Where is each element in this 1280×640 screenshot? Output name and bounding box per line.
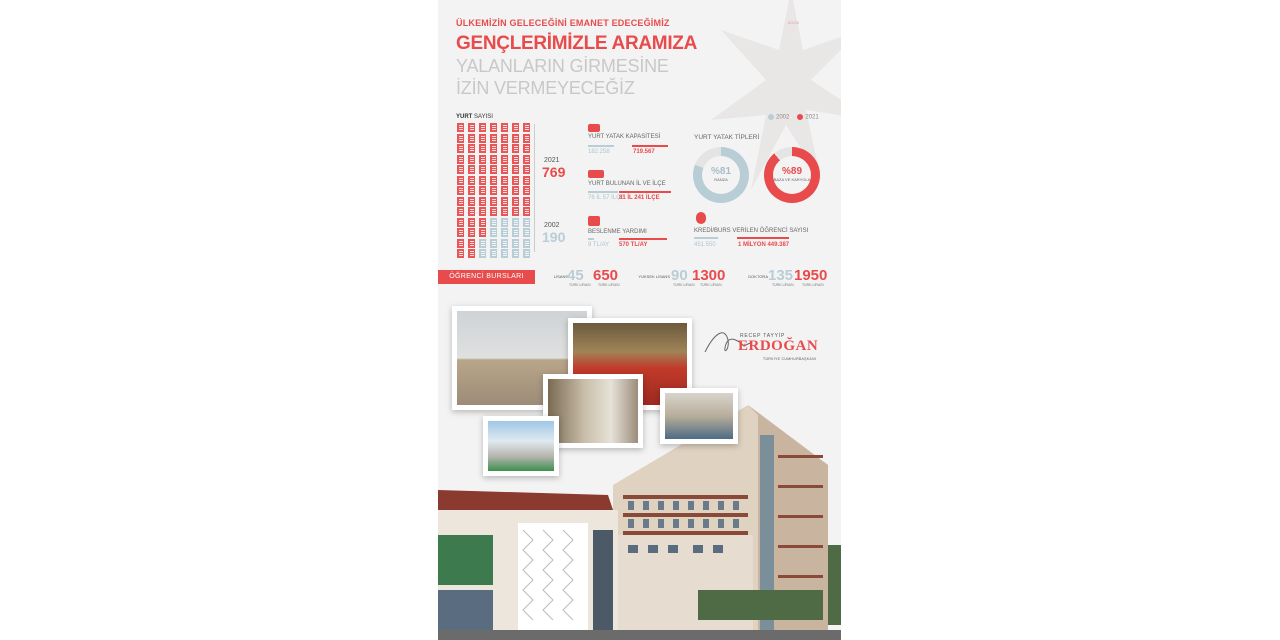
yurt-building-icon bbox=[467, 176, 476, 186]
yurt-building-icon bbox=[511, 165, 520, 175]
yurt-building-icon bbox=[489, 228, 498, 238]
yurt-building-icon bbox=[467, 144, 476, 154]
yurt-2002-label: 2002 bbox=[544, 222, 560, 229]
bed-types-title: YURT YATAK TİPLERİ bbox=[694, 134, 760, 141]
yurt-building-icon bbox=[456, 239, 465, 249]
yurt-building-icon bbox=[456, 197, 465, 207]
yurt-building-icon bbox=[478, 134, 487, 144]
yurt-building-icon bbox=[500, 144, 509, 154]
yurt-building-icon bbox=[511, 123, 520, 133]
yurt-building-icon bbox=[522, 207, 531, 217]
yurt-building-icon bbox=[500, 134, 509, 144]
yurt-building-icon bbox=[489, 123, 498, 133]
yurt-building-icon bbox=[478, 155, 487, 165]
yurt-building-icon bbox=[456, 123, 465, 133]
meal-title: BESLENME YARDIMI bbox=[588, 229, 647, 235]
yurt-building-icon bbox=[467, 228, 476, 238]
provinces-2002: 76 İL 57 İLÇE bbox=[588, 195, 625, 201]
yurt-building-icon bbox=[467, 249, 476, 259]
yurt-building-icon bbox=[522, 197, 531, 207]
yurt-building-icon bbox=[456, 207, 465, 217]
yurt-building-icon bbox=[489, 197, 498, 207]
provinces-bar-2002 bbox=[588, 191, 618, 193]
yurt-building-icon bbox=[522, 134, 531, 144]
yurt-building-icon bbox=[500, 123, 509, 133]
yurt-building-icon bbox=[478, 144, 487, 154]
yurt-building-icon bbox=[500, 165, 509, 175]
yurt-building-icon bbox=[500, 207, 509, 217]
yurt-building-icon bbox=[456, 186, 465, 196]
header-line-1: ÜLKEMİZİN GELECEĞİNİ EMANET EDECEĞİMİZ bbox=[456, 18, 670, 28]
yurt-building-icon bbox=[511, 144, 520, 154]
year-legend bbox=[768, 114, 819, 121]
bed-type-donut-2002: %81 RANZA bbox=[693, 147, 749, 203]
student-icon bbox=[696, 212, 706, 224]
yurt-building-icon bbox=[511, 228, 520, 238]
meal-2021: 570 TL/AY bbox=[619, 242, 648, 248]
signature-first-name: RECEP TAYYİP bbox=[740, 333, 786, 339]
header-line-2: GENÇLERİMİZLE ARAMIZA bbox=[456, 33, 698, 54]
yurt-building-icon bbox=[489, 134, 498, 144]
yurt-building-icon bbox=[489, 218, 498, 228]
yurt-building-icon bbox=[511, 207, 520, 217]
provinces-title: YURT BULUNAN İL VE İLÇE bbox=[588, 181, 666, 187]
scholarship-unit: TÜRK LİRASI bbox=[700, 283, 722, 287]
cutlery-icon bbox=[588, 216, 600, 226]
divider bbox=[534, 124, 535, 252]
yurt-count-title: YURT SAYISI bbox=[456, 114, 493, 120]
yurt-building-icon bbox=[522, 228, 531, 238]
yurt-building-icon bbox=[511, 176, 520, 186]
loans-2002: 451.550 bbox=[694, 242, 716, 248]
yurt-building-icon bbox=[522, 123, 531, 133]
yurt-building-icon bbox=[522, 218, 531, 228]
scholarship-unit: TÜRK LİRASI bbox=[802, 283, 824, 287]
scholarships-tag: ÖĞRENCİ BURSLARI bbox=[438, 270, 535, 284]
yurt-building-icon bbox=[467, 239, 476, 249]
yurt-building-icon bbox=[478, 176, 487, 186]
meal-bar-2002 bbox=[588, 238, 594, 240]
yurt-building-icon bbox=[500, 239, 509, 249]
capacity-title: YURT YATAK KAPASİTESİ bbox=[588, 134, 661, 140]
yurt-building-icon bbox=[489, 249, 498, 259]
yurt-building-icon bbox=[456, 134, 465, 144]
yurt-building-icon bbox=[478, 239, 487, 249]
yurt-building-icon bbox=[489, 239, 498, 249]
yurt-building-icon bbox=[489, 186, 498, 196]
yurt-building-icon bbox=[511, 239, 520, 249]
header-line-4: İZİN VERMEYECEĞİZ bbox=[456, 78, 635, 98]
yurt-building-icon bbox=[467, 123, 476, 133]
bed-type-donut-2021: %89 BAZA VE KARYOLA bbox=[764, 147, 820, 203]
yurt-building-icon bbox=[467, 186, 476, 196]
yurt-building-icon bbox=[522, 186, 531, 196]
yurt-building-icon bbox=[478, 207, 487, 217]
yurt-building-icon bbox=[478, 218, 487, 228]
yurt-building-icon bbox=[500, 186, 509, 196]
map-icon bbox=[588, 170, 604, 178]
yurt-building-icon bbox=[467, 155, 476, 165]
yurt-building-icon bbox=[511, 186, 520, 196]
yurt-building-icon bbox=[456, 155, 465, 165]
yurt-building-grid bbox=[456, 123, 532, 259]
yurt-building-icon bbox=[467, 134, 476, 144]
scholarship-lisans-2002: 45 bbox=[567, 267, 584, 284]
yurt-building-icon bbox=[456, 165, 465, 175]
yurt-building-icon bbox=[511, 155, 520, 165]
scholarship-level-yl: YÜKSEK LİSANS bbox=[638, 274, 670, 279]
meal-2002: 9 TL/AY bbox=[588, 242, 610, 248]
capacity-bar-2021 bbox=[632, 145, 668, 147]
yurt-building-icon bbox=[478, 123, 487, 133]
yurt-building-icon bbox=[511, 218, 520, 228]
yurt-building-icon bbox=[467, 218, 476, 228]
scholarship-unit: TÜRK LİRASI bbox=[569, 283, 591, 287]
signature-last-name: ERDOĞAN bbox=[738, 338, 819, 354]
yurt-building-icon bbox=[511, 134, 520, 144]
yurt-building-icon bbox=[522, 144, 531, 154]
yurt-building-icon bbox=[500, 249, 509, 259]
scholarship-unit: TÜRK LİRASI bbox=[598, 283, 620, 287]
yurt-building-icon bbox=[522, 249, 531, 259]
loans-bar-2002 bbox=[694, 237, 718, 239]
legend-2002: 2002 bbox=[768, 114, 789, 121]
loans-title: KREDİ/BURS VERİLEN ÖĞRENCİ SAYISI bbox=[694, 228, 809, 234]
yurt-building-icon bbox=[500, 218, 509, 228]
provinces-bar-2021 bbox=[619, 191, 671, 193]
yurt-building-icon bbox=[511, 249, 520, 259]
capacity-bar-2002 bbox=[588, 145, 614, 147]
scholarship-yl-2002: 90 bbox=[671, 267, 688, 284]
yurt-building-icon bbox=[522, 176, 531, 186]
scholarship-level-lisans: LİSANS bbox=[553, 274, 568, 279]
yurt-building-icon bbox=[489, 165, 498, 175]
yurt-building-icon bbox=[456, 144, 465, 154]
yurt-building-icon bbox=[478, 228, 487, 238]
photo-library bbox=[660, 388, 738, 444]
yurt-building-icon bbox=[467, 165, 476, 175]
scholarship-unit: TÜRK LİRASI bbox=[673, 283, 695, 287]
yurt-building-icon bbox=[456, 176, 465, 186]
yurt-building-icon bbox=[511, 197, 520, 207]
yurt-building-icon bbox=[478, 197, 487, 207]
scholarship-unit: TÜRK LİRASI bbox=[772, 283, 794, 287]
yurt-building-icon bbox=[478, 165, 487, 175]
capacity-2002: 182.258 bbox=[588, 149, 610, 155]
photo-dorm-exterior bbox=[483, 416, 559, 476]
yurt-building-icon bbox=[467, 207, 476, 217]
yurt-building-icon bbox=[500, 155, 509, 165]
scholarship-lisans-2021: 650 bbox=[593, 267, 619, 284]
yurt-2021-label: 2021 bbox=[544, 157, 560, 164]
capacity-2021: 719.567 bbox=[633, 149, 655, 155]
yurt-building-icon bbox=[489, 155, 498, 165]
scholarship-yl-2021: 1300 bbox=[692, 267, 726, 284]
yurt-building-icon bbox=[489, 207, 498, 217]
yurt-building-icon bbox=[522, 239, 531, 249]
yurt-building-icon bbox=[456, 249, 465, 259]
loans-2021: 1 MİLYON 449.387 bbox=[738, 242, 790, 248]
yurt-building-icon bbox=[522, 155, 531, 165]
meal-bar-2021 bbox=[619, 238, 667, 240]
bed-icon bbox=[588, 124, 600, 132]
yurt-building-icon bbox=[500, 176, 509, 186]
yurt-2021-value: 769 bbox=[542, 164, 566, 180]
provinces-2021: 81 İL 241 İLÇE bbox=[619, 195, 660, 201]
yurt-building-icon bbox=[478, 186, 487, 196]
infographic-poster bbox=[438, 0, 841, 640]
yurt-building-icon bbox=[489, 176, 498, 186]
header-line-3: YALANLARIN GİRMESİNE bbox=[456, 56, 669, 76]
yurt-building-icon bbox=[456, 218, 465, 228]
scholarship-doktora-2021: 1950 bbox=[794, 267, 828, 284]
loans-bar-2021 bbox=[737, 237, 789, 239]
corner-tag: 8/2/26 bbox=[788, 20, 800, 25]
yurt-building-icon bbox=[500, 197, 509, 207]
legend-2021: 2021 bbox=[797, 114, 818, 121]
scholarship-level-doktora: DOKTORA bbox=[748, 274, 768, 279]
signature-role: TÜRKİYE CUMHURBAŞKANI bbox=[763, 357, 817, 361]
yurt-building-icon bbox=[456, 228, 465, 238]
yurt-building-icon bbox=[522, 165, 531, 175]
yurt-2002-value: 190 bbox=[542, 229, 566, 245]
yurt-building-icon bbox=[467, 197, 476, 207]
scholarship-doktora-2002: 135 bbox=[768, 267, 794, 284]
yurt-building-icon bbox=[489, 144, 498, 154]
yurt-building-icon bbox=[478, 249, 487, 259]
yurt-building-icon bbox=[500, 228, 509, 238]
